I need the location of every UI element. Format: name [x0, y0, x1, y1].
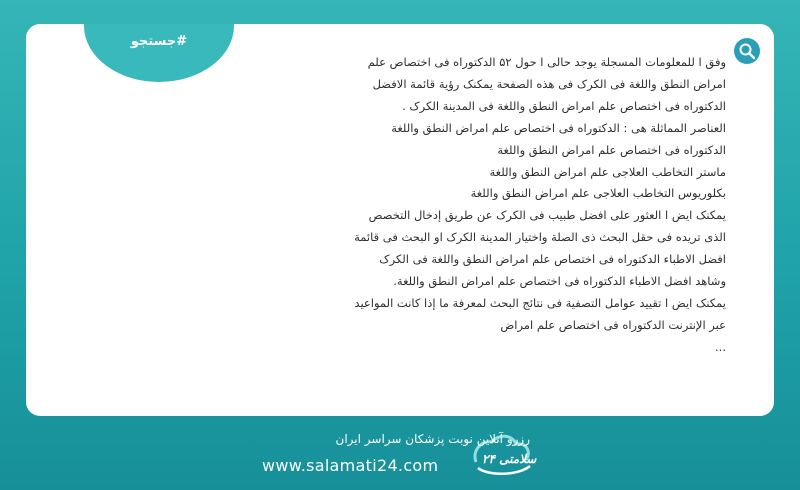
search-button[interactable]: [734, 38, 760, 64]
list-item: الدکتوراه فی اختصاص علم امراض النطق واللغة: [497, 142, 726, 157]
paragraph-similar: العناصر المماثلة هی : الدکتوراه فی اختصاص علم امراض النطق واللغة: [391, 120, 726, 135]
paragraph-find-doctor: یمکنک ایض ا العثور علی افضل طبیب فی الکرک عن طریق إدخال التخصص الذی تریده فی حقل البحث ذی الصلة واختیار المدینة الکرک او البحث فی قائمة افضل الاطباء الدکتوراه فی اختصاص علم امراض النطق واللغة فی الکرک وشاهد افضل الاطباء الدکتوراه فی اختصاص علم امراض النطق واللغة.: [354, 208, 726, 289]
content-card: [26, 24, 774, 416]
footer-tagline: رزرو آنلاین نوبت پزشکان سراسر ایران: [335, 432, 530, 446]
search-tag-badge[interactable]: [84, 24, 234, 82]
list-item: ماستر التخاطب العلاجی علم امراض النطق واللغة: [489, 164, 726, 179]
search-tag-label[interactable]: #جستجو: [130, 34, 188, 49]
read-more-ellipsis[interactable]: ...: [715, 339, 726, 354]
search-icon: [738, 42, 756, 60]
article-body: [346, 52, 726, 359]
logo-text: سلامتی ۲۴: [482, 452, 537, 466]
list-item: بکلوریوس التخاطب العلاجی علم امراض النطق واللغة: [470, 186, 726, 201]
paragraph-intro: وفق ا للمعلومات المسجلة یوجد حالی ا حول ۵۲ الدکتوراه فی اختصاص علم امراض النطق واللغة فی الکرک فی هذه الصفحة یمکنک رؤیة قائمة الافضل الدکتوراه فی اختصاص علم امراض النطق واللغة فی المدینة الکرک .: [367, 55, 726, 113]
footer-url-link[interactable]: www.salamati24.com: [262, 456, 439, 475]
paragraph-filters: یمکنک ایض ا تقیید عوامل التصفیة فی نتائج البحث لمعرفة ما إذا کانت المواعید عبر الإنترنت الدکتوراه فی اختصاص علم امراض: [354, 295, 726, 332]
